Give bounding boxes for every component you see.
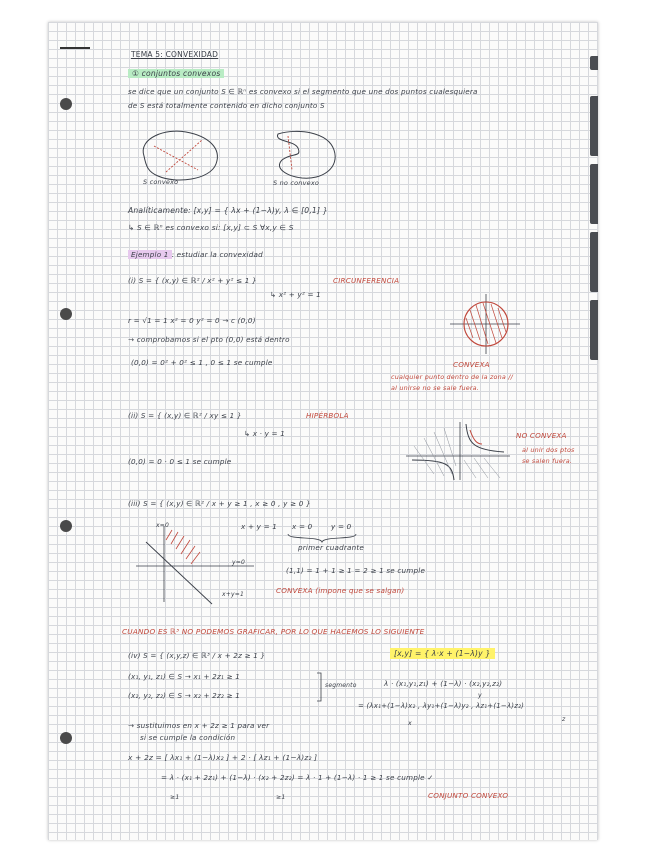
ge1-label-a: ≥1 [170, 794, 180, 801]
case-i-calc: (0,0) = 0² + 0² ≤ 1 , 0 ≤ 1 se cumple [131, 358, 273, 367]
binder-hole-2 [60, 308, 72, 320]
case-i-radius: r = √1 = 1 x² = 0 y² = 0 → c (0,0) [128, 316, 256, 325]
case-i-type: CIRCUNFERENCIA [333, 276, 400, 285]
example-row [128, 251, 263, 260]
r3-set: (iv) S = { (x,y,z) ∈ ℝ³ / x + 2z ≥ 1 } [128, 651, 266, 660]
binder-hole-4 [60, 732, 72, 744]
case-ii-result: NO CONVEXA [516, 431, 567, 440]
notebook-page [48, 22, 598, 840]
case-ii-equation: ↳ x · y = 1 [244, 429, 286, 438]
r3-heading: CUANDO ES ℝ³ NO PODEMOS GRAFICAR, POR LO QUE HACEMOS LO SIGUIENTE [122, 627, 425, 636]
case-ii-note-1: al unir dos ptos [522, 446, 575, 454]
under-z-label: z [562, 716, 566, 723]
case-iii-eq1: x + y = 1 [241, 522, 278, 531]
segment-formula: [x,y] = { λ·x + (1−λ)y } [390, 648, 495, 659]
hyperbola-graph [404, 420, 512, 482]
case-i-equation: ↳ x² + y² = 1 [270, 290, 321, 299]
convex-set-drawing [136, 126, 226, 186]
r3-combination: λ · (x₁,y₁,z₁) + (1−λ) · (x₂,y₂,z₂) [384, 679, 503, 688]
convex-label: S convexo [143, 178, 179, 186]
analytic-line-2: ↳ S ∈ ℝⁿ es convexo si: [x,y] ⊂ S ∀x,y ∈ S [128, 223, 294, 232]
example-instruction: : estudiar la convexidad [171, 250, 263, 259]
r3-calc-2: = λ · (x₁ + 2z₁) + (1−λ) · (x₂ + 2z₂) = λ · 1 + (1−λ) · 1 ≥ 1 se cumple ✓ [161, 773, 434, 782]
r3-conclusion: CONJUNTO CONVEXO [428, 791, 509, 800]
case-i-note-1: cualquier punto dentro de la zona // [391, 373, 513, 381]
section-title: ① conjuntos convexos [128, 69, 224, 78]
under-x-label: x [408, 720, 412, 727]
graph-y0-label: y=0 [232, 559, 245, 566]
example-label: Ejemplo 1 [128, 250, 172, 259]
case-ii-set: (ii) S = { (x,y) ∈ ℝ² / xy ≤ 1 } [128, 411, 242, 420]
r3-calc-1: x + 2z = [ λx₁ + (1−λ)x₂ ] + 2 · [ λz₁ + (1−λ)z₂ ] [128, 753, 318, 762]
case-iii-eq3: y = 0 [331, 522, 352, 531]
case-iii-quadrant: primer cuadrante [298, 543, 365, 552]
circle-graph [446, 292, 524, 356]
case-i-note-2: al unirse no se sale fuera. [391, 384, 479, 392]
nonconvex-label: S no convexo [273, 179, 320, 187]
substitute-line-2: si se cumple la condición [140, 733, 236, 742]
ge1-label-b: ≥1 [276, 794, 286, 801]
graph-line-label: x+y=1 [222, 591, 244, 598]
case-i-check: → comprobamos si el pto (0,0) está dentro [128, 335, 290, 344]
case-iii-set: (iii) S = { (x,y) ∈ ℝ² / x + y ≥ 1 , x ≥ 0 , y ≥ 0 } [128, 499, 311, 508]
page-divider-tabs [590, 56, 598, 526]
binder-hole-3 [60, 520, 72, 532]
definition-line-2: de S está totalmente contenido en dicho conjunto S [128, 101, 325, 110]
r3-point-2: (x₂, y₂, z₂) ∈ S → x₂ + 2z₂ ≥ 1 [128, 691, 240, 700]
r3-combination-expanded: = (λx₁+(1−λ)x₂ , λy₁+(1−λ)y₂ , λz₁+(1−λ)z₂) [358, 702, 525, 710]
case-iii-eq2: x = 0 [292, 522, 313, 531]
case-ii-note-2: se salen fuera. [522, 457, 573, 465]
nonconvex-set-drawing [268, 128, 348, 184]
under-y-label: y [478, 692, 482, 699]
r3-point-1: (x₁, y₁, z₁) ∈ S → x₁ + 2z₁ ≥ 1 [128, 672, 240, 681]
case-i-result: CONVEXA [453, 360, 490, 369]
case-ii-calc: (0,0) = 0 · 0 ≤ 1 se cumple [128, 457, 232, 466]
margin-dash [60, 47, 90, 49]
substitute-line-1: → sustituimos en x + 2z ≥ 1 para ver [128, 721, 270, 730]
case-ii-type: HIPÉRBOLA [306, 411, 349, 420]
case-iii-calc: (1,1) = 1 + 1 ≥ 1 = 2 ≥ 1 se cumple [286, 566, 426, 575]
topic-title: TEMA 5: CONVEXIDAD [131, 50, 219, 59]
binder-hole-1 [60, 98, 72, 110]
segmento-label: segmento [325, 682, 357, 689]
points-brace [316, 672, 324, 702]
case-i-set: (i) S = { (x,y) ∈ ℝ² / x² + y² ≤ 1 } [128, 276, 257, 285]
graph-x0-label: x=0 [156, 522, 169, 529]
case-iii-result: CONVEXA (impone que se salgan) [276, 586, 405, 595]
definition-line-1: se dice que un conjunto S ∈ ℝⁿ es convexo si el segmento que une dos puntos cualesquiera [128, 87, 478, 96]
analytic-line-1: Analíticamente: [x,y] = { λx + (1−λ)y, λ ∈ [0,1] } [128, 206, 328, 215]
